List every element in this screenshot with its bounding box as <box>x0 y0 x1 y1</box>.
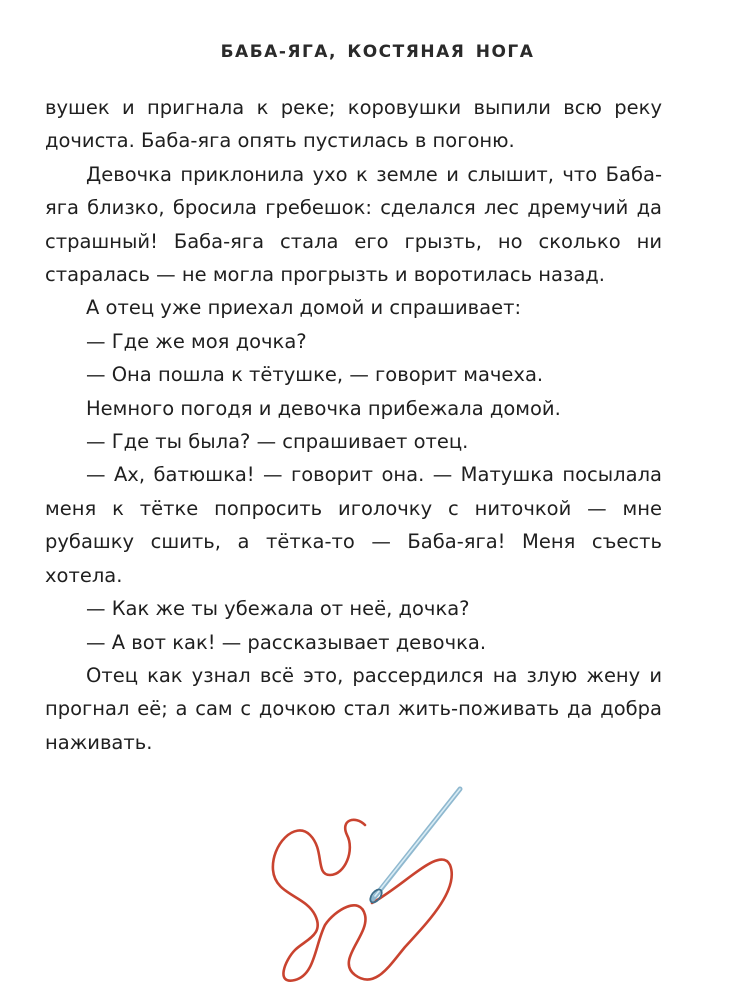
story-text <box>45 91 662 759</box>
dialog-line: — А вот как! — рассказывает девочка. <box>86 630 487 654</box>
paragraph: Отец как узнал всё это, рассердился на злую жену и прогнал её; а сам с дочкою стал жить-поживать да добра наживать. <box>45 663 662 754</box>
thread-line <box>273 820 452 981</box>
dialog-line: — Как же ты убежала от неё, дочка? <box>86 597 470 621</box>
running-title: БАБА-ЯГА, КОСТЯНАЯ НОГА <box>220 42 535 62</box>
paragraph: Немного погодя и девочка прибежала домой. <box>86 396 561 420</box>
dialog-line: — Где же моя дочка? <box>86 329 307 353</box>
needle-and-thread-icon <box>255 775 495 1000</box>
dialog-line: — Она пошла к тётушке, — говорит мачеха. <box>86 363 544 387</box>
dialog-line: — Ах, батюшка! — говорит она. — Матушка посылала меня к тётке попросить иголочку с ниточкой — мне рубашку сшить, а тётка-то — Баба-яга! Меня съесть хотела. <box>45 463 662 587</box>
paragraph-continuation: вушек и пригнала к реке; коровушки выпили всю реку дочиста. Баба-яга опять пустилась в погоню. <box>45 96 662 153</box>
needle <box>368 789 460 904</box>
paragraph: Девочка приклонила ухо к земле и слышит, что Баба-яга близко, бросила гребешок: сделался лес дремучий да страшный! Баба-яга стала его грызть, но сколько ни старалась — не могла прогрызть и воротилась назад. <box>45 162 662 287</box>
dialog-line: — Где ты была? — спрашивает отец. <box>86 430 469 454</box>
paragraph: А отец уже приехал домой и спрашивает: <box>86 296 522 320</box>
